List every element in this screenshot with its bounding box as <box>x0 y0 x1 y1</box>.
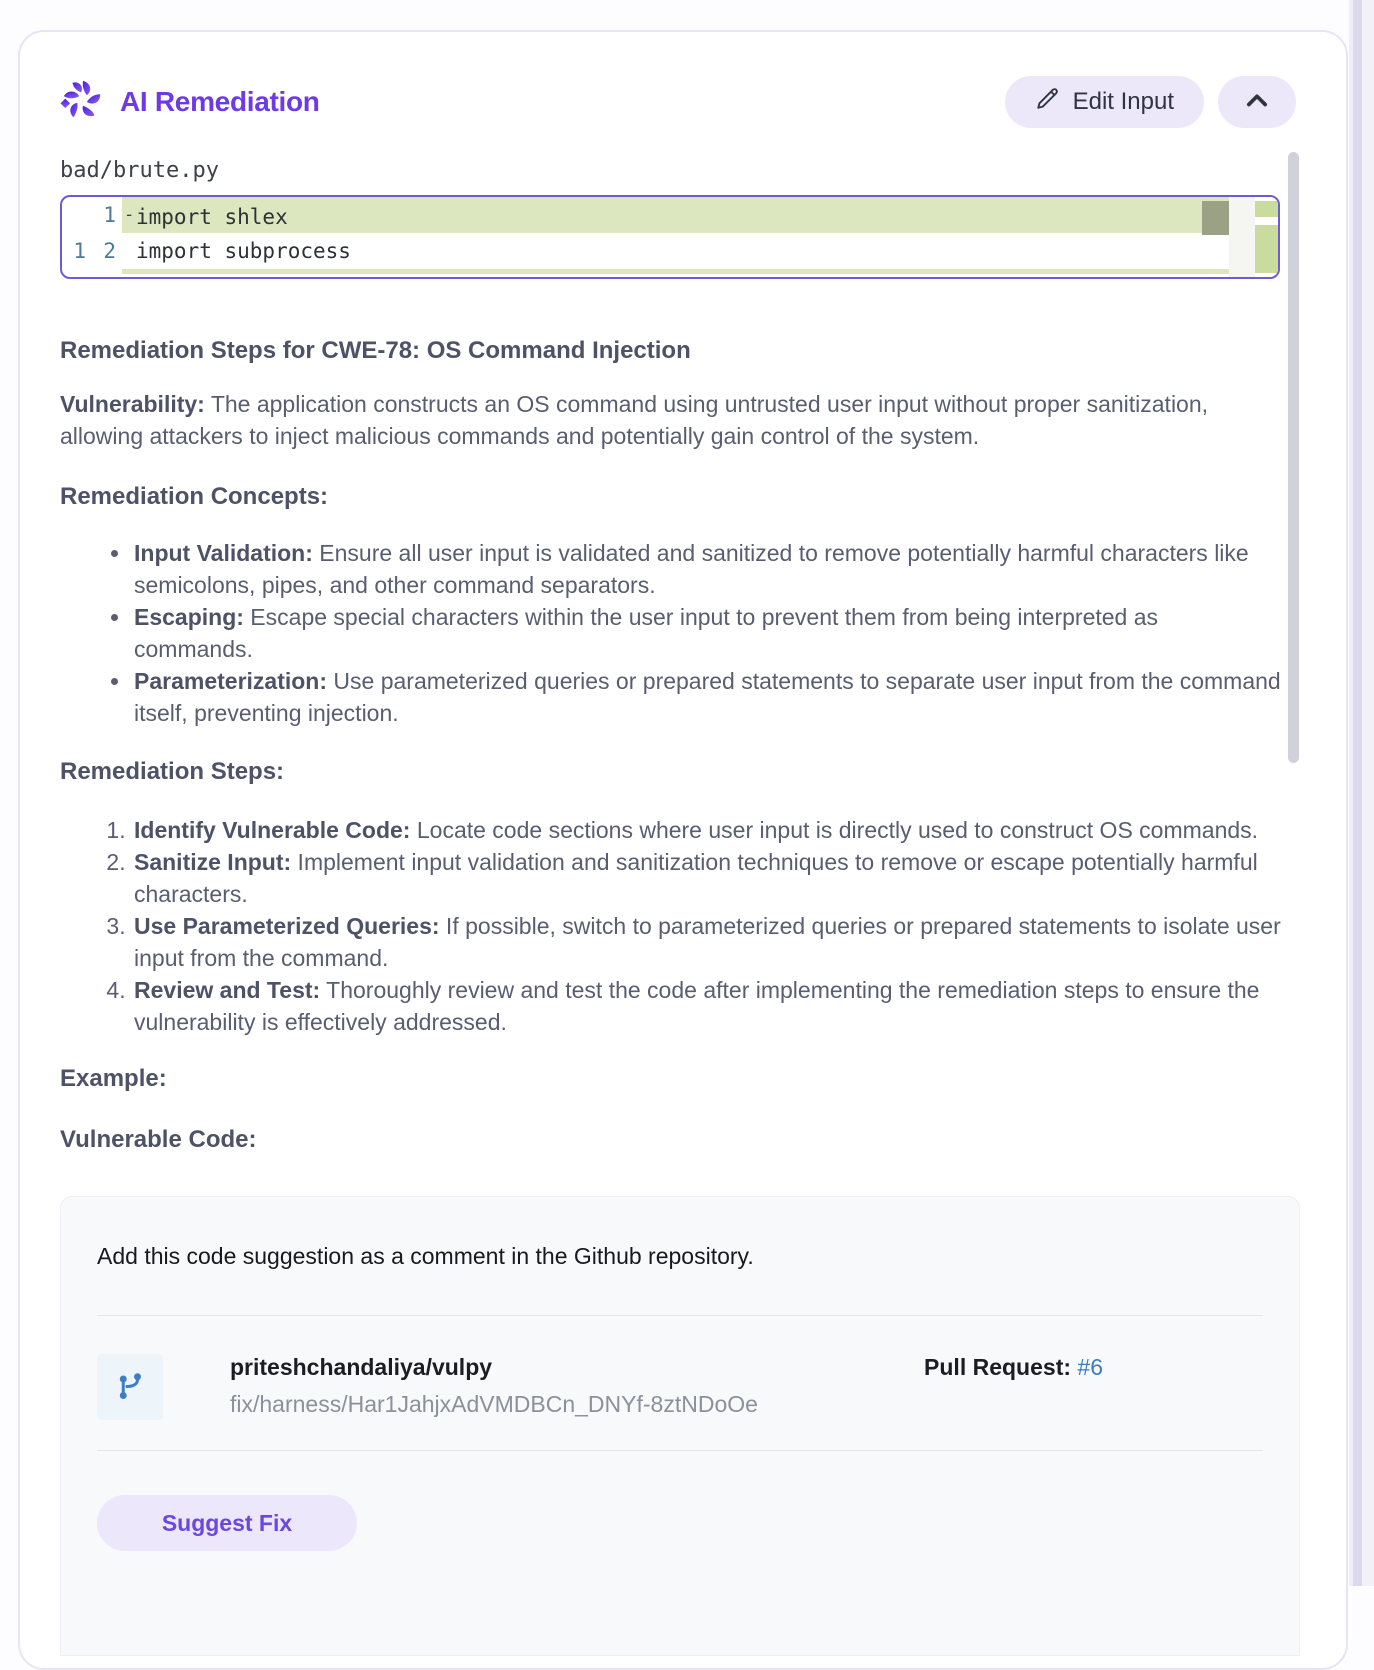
git-branch-icon <box>112 1367 148 1408</box>
suggest-fix-button[interactable]: Suggest Fix <box>97 1495 357 1551</box>
code-minimap <box>1255 197 1278 277</box>
clipped-added-line <box>122 269 1229 274</box>
new-line-number: 1 <box>103 203 116 227</box>
panel-header <box>60 76 1296 128</box>
edit-input-button[interactable] <box>1005 76 1204 128</box>
divider <box>97 1450 1263 1451</box>
pencil-icon <box>1035 86 1061 119</box>
github-suggestion-card <box>60 1196 1300 1656</box>
repo-icon-box <box>97 1354 163 1420</box>
steps-heading: Remediation Steps: <box>60 758 285 785</box>
pull-request-link[interactable]: #6 <box>1077 1354 1103 1380</box>
list-item: • Parameterization: Use parameterized queries or prepared statements to separate user input from the command itself, preventing injection. <box>132 665 1282 729</box>
list-item: • Escaping: Escape special characters within the user input to prevent them from being interpreted as commands. <box>132 601 1282 665</box>
minimap-added-block <box>1255 225 1278 273</box>
suggestion-instruction: Add this code suggestion as a comment in the Github repository. <box>97 1243 754 1269</box>
code-diff-viewer <box>60 195 1280 279</box>
old-line-number: 1 <box>73 239 86 263</box>
list-item: 1. Identify Vulnerable Code: Locate code sections where user input is directly used to construct OS commands. <box>132 814 1282 846</box>
divider <box>97 1315 1263 1316</box>
window-scrollbar-track[interactable] <box>1353 0 1362 1586</box>
list-item: 4. Review and Test: Thoroughly review and test the code after implementing the remediation steps to ensure the vulnerability is effectively addressed. <box>132 974 1282 1038</box>
example-heading: Example: <box>60 1065 167 1092</box>
code-text: import shlex <box>136 205 288 229</box>
main-heading: Remediation Steps for CWE-78: OS Command Injection <box>60 337 691 364</box>
diff-add-marker: - <box>124 205 135 225</box>
vulnerability-paragraph: Vulnerability: The application constructs an OS command using untrusted user input without proper sanitization, allowing attackers to inject malicious commands and potentially gain control of the system. <box>60 391 1209 449</box>
concepts-list <box>60 537 1282 729</box>
chevron-up-icon <box>1243 87 1271 118</box>
repository-row <box>97 1354 1263 1420</box>
steps-list <box>60 814 1282 1038</box>
list-item: 2. Sanitize Input: Implement input validation and sanitization techniques to remove or escape potentially harmful characters. <box>132 846 1282 910</box>
old-line-number <box>62 197 92 233</box>
repo-name: priteshchandaliya/vulpy <box>230 1354 493 1380</box>
panel-scrollbar-thumb[interactable] <box>1288 152 1299 763</box>
concepts-heading: Remediation Concepts: <box>60 483 329 510</box>
pull-request-label: Pull Request: <box>924 1354 1072 1380</box>
list-item: 3. Use Parameterized Queries: If possible, switch to parameterized queries or prepared statements to isolate user input from the command. <box>132 910 1282 974</box>
ai-flower-icon <box>60 77 106 128</box>
collapse-button[interactable] <box>1218 76 1296 128</box>
code-minimap-track <box>1229 197 1255 277</box>
minimap-added-block <box>1255 201 1278 217</box>
list-item: • Input Validation: Ensure all user input is validated and sanitized to remove potentially harmful characters like semicolons, pipes, and other command separators. <box>132 537 1282 601</box>
branch-name: fix/harness/Har1JahjxAdVMDBCn_DNYf-8ztNDoOe <box>230 1391 758 1417</box>
code-text: import subprocess <box>136 239 351 263</box>
vulnerable-code-heading: Vulnerable Code: <box>60 1126 257 1153</box>
code-scrollbar-thumb[interactable] <box>1202 201 1229 235</box>
pull-request-info <box>924 1354 1103 1381</box>
file-path-label: bad/brute.py <box>60 158 219 183</box>
diff-line-context <box>62 233 1229 269</box>
remediation-text <box>60 335 1282 1156</box>
new-line-number: 2 <box>103 239 116 263</box>
panel-title: AI Remediation <box>120 86 320 117</box>
edit-input-label: Edit Input <box>1072 88 1174 115</box>
diff-line-added <box>62 197 1229 233</box>
ai-remediation-panel <box>18 30 1348 1670</box>
window-scrollbar-gutter <box>1362 0 1374 1586</box>
